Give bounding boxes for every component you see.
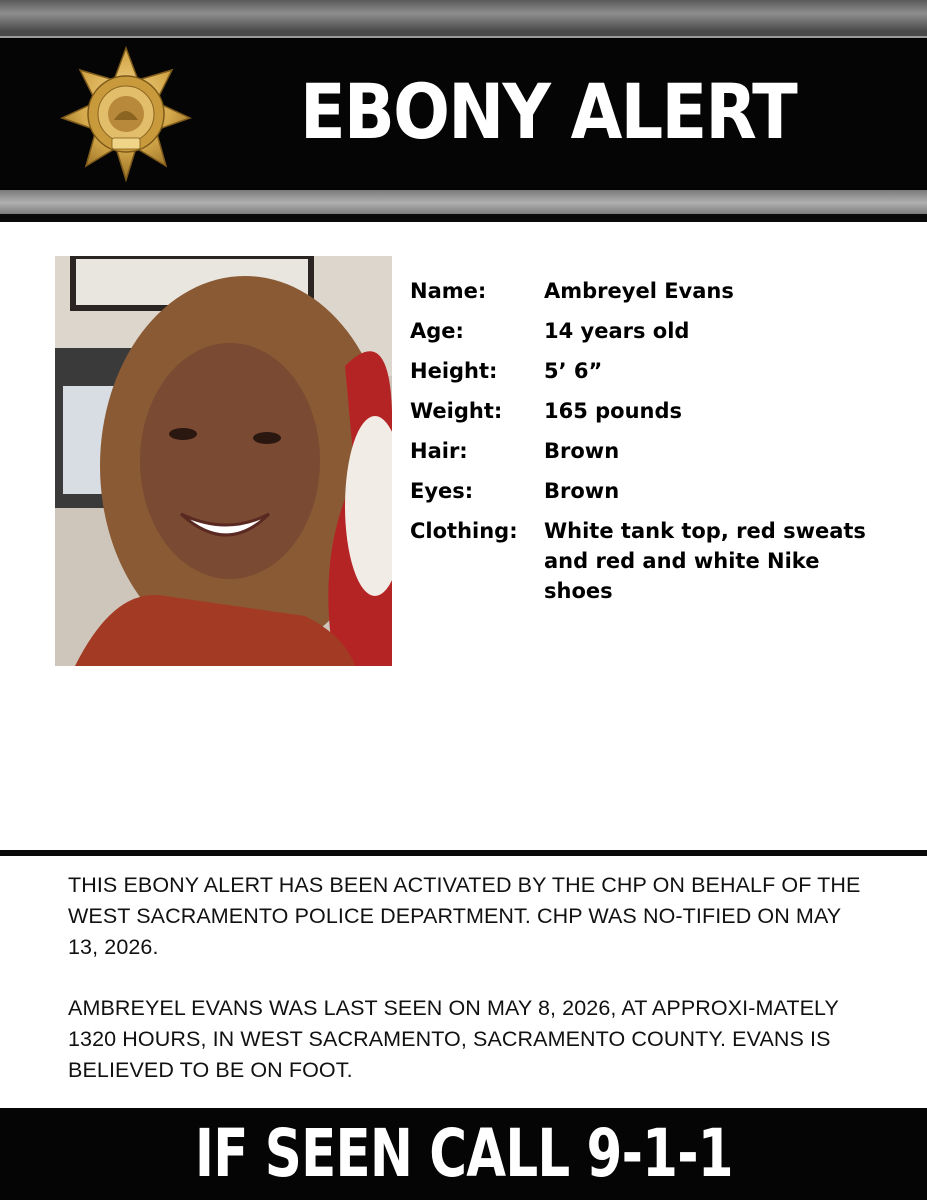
call-to-action: [0, 1108, 927, 1200]
missing-person-photo: [55, 256, 392, 666]
detail-label: Age:: [410, 319, 464, 343]
detail-value: Brown: [544, 439, 620, 463]
detail-hair: [410, 436, 890, 466]
detail-weight: [410, 396, 890, 426]
detail-value: 165 pounds: [544, 399, 683, 423]
activation-paragraph: THIS EBONY ALERT HAS BEEN ACTIVATED BY THE CHP ON BEHALF OF THE WEST SACRAMENTO POLICE DEPARTMENT. CHP WAS NO-TIFIED ON MAY 13, 2026.: [68, 873, 861, 959]
detail-height: [410, 356, 890, 386]
detail-label: Name:: [410, 279, 487, 303]
detail-label: Clothing:: [410, 519, 518, 543]
detail-age: [410, 316, 890, 346]
section-divider: [0, 850, 927, 856]
detail-label: Height:: [410, 359, 498, 383]
person-details: [410, 276, 890, 616]
detail-value: 5’ 6”: [544, 359, 603, 383]
detail-label: Eyes:: [410, 479, 474, 503]
detail-label: Hair:: [410, 439, 468, 463]
header-divider: [0, 214, 927, 222]
detail-name: [410, 276, 890, 306]
detail-value: Brown: [544, 479, 620, 503]
page-title: EBONY ALERT: [300, 67, 797, 156]
call-911-text: IF SEEN CALL 9-1-1: [194, 1115, 733, 1192]
detail-value: Ambreyel Evans: [544, 279, 734, 303]
detail-eyes: [410, 476, 890, 506]
chp-star-badge-icon: [56, 44, 196, 184]
detail-value: White tank top, red sweats and red and white Nike shoes: [544, 519, 866, 603]
detail-clothing: [410, 516, 890, 606]
detail-value: 14 years old: [544, 319, 690, 343]
last-seen-paragraph: AMBREYEL EVANS WAS LAST SEEN ON MAY 8, 2026, AT APPROXI-MATELY 1320 HOURS, IN WEST SACRAMENTO, SACRAMENTO COUNTY. EVANS IS BELIEVED TO BE ON FOOT.: [68, 996, 839, 1082]
alert-description: [68, 870, 868, 1116]
detail-label: Weight:: [410, 399, 503, 423]
